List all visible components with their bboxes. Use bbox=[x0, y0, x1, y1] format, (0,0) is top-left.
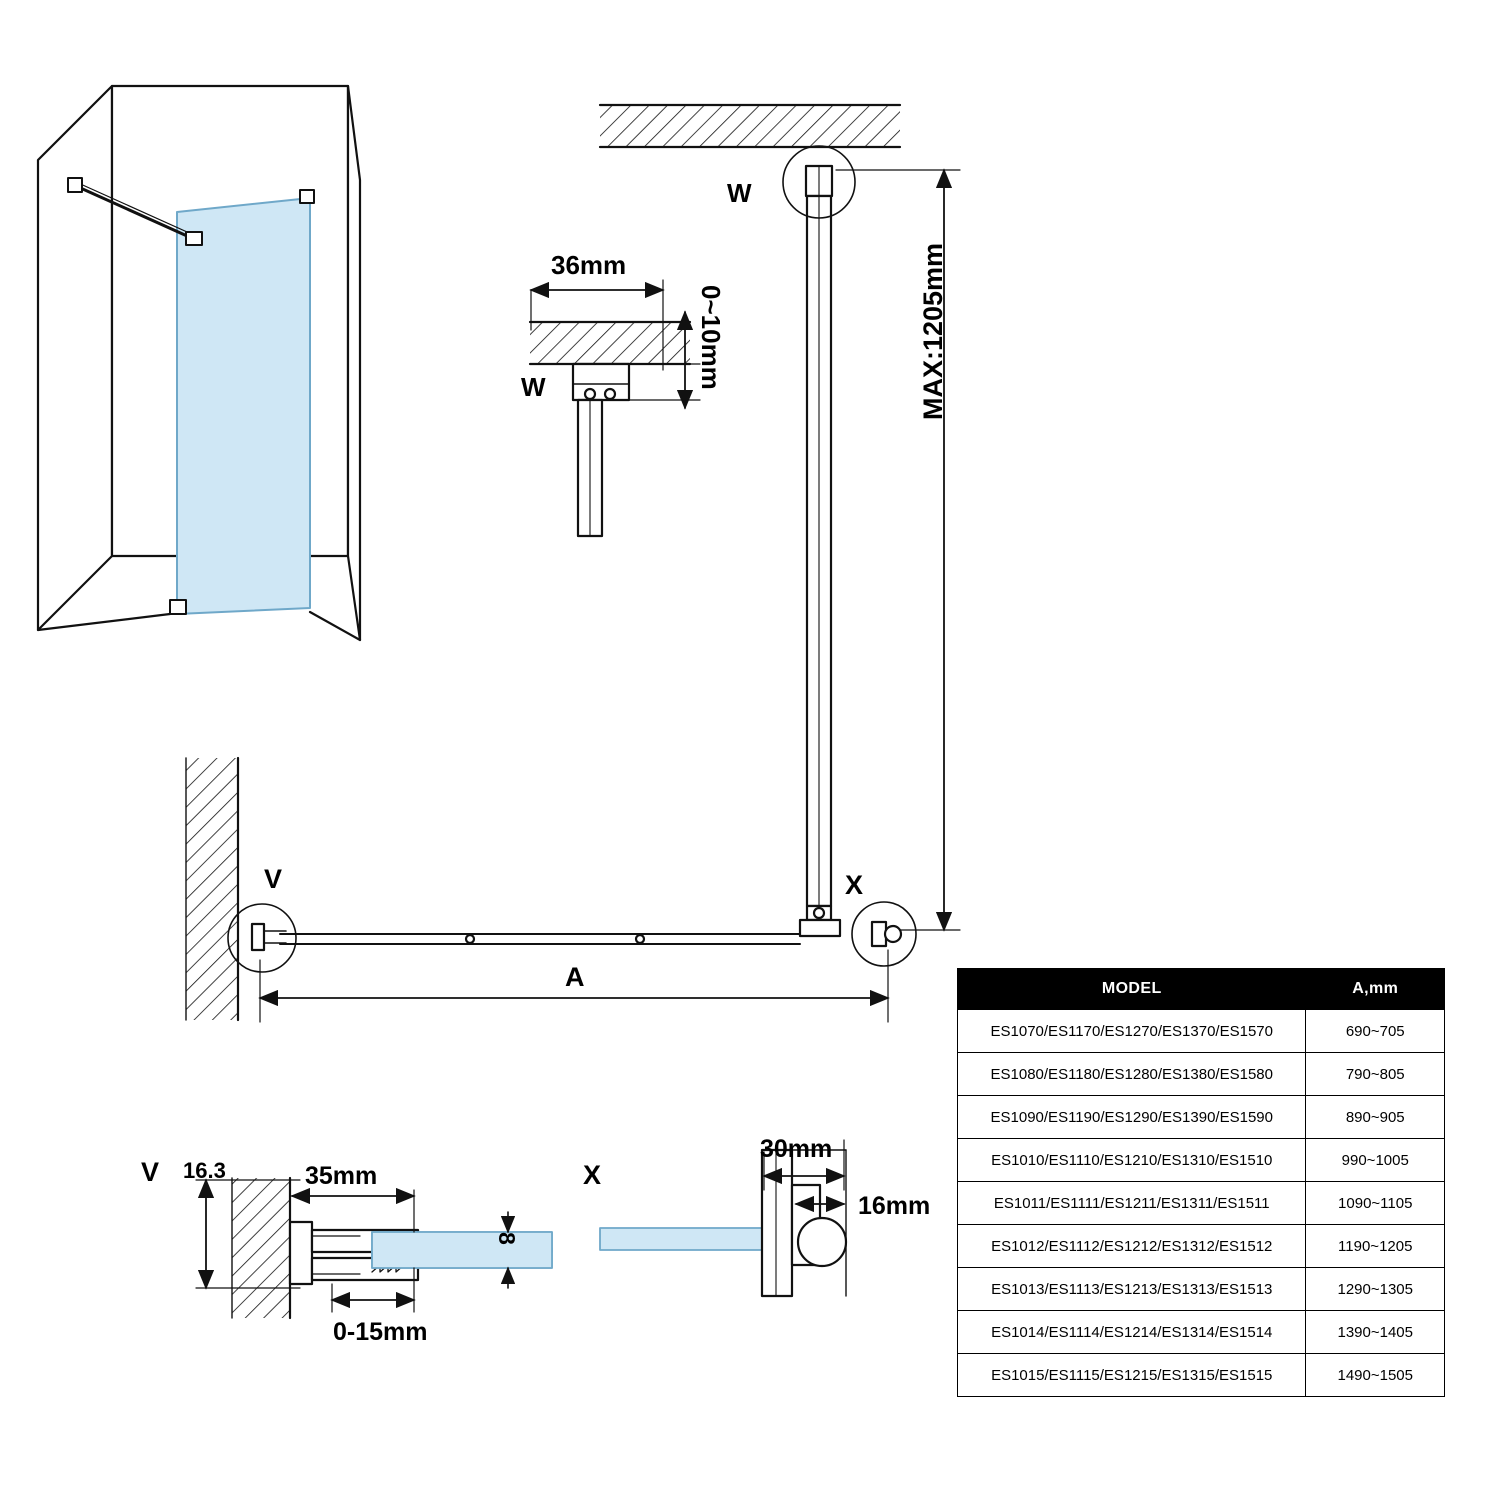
table-row bbox=[958, 1354, 1445, 1397]
elevation-view bbox=[280, 105, 960, 966]
dim-0-15mm-label: 0-15mm bbox=[333, 1318, 428, 1346]
cell-model: ES1013/ES1113/ES1213/ES1313/ES1513 bbox=[958, 1268, 1306, 1311]
callout-v-detail-label: V bbox=[141, 1157, 160, 1187]
dim-0-10mm-label: 0~10mm bbox=[696, 285, 726, 390]
table-row bbox=[958, 1311, 1445, 1354]
cell-a: 790~805 bbox=[1306, 1053, 1445, 1096]
cell-a: 1090~1105 bbox=[1306, 1182, 1445, 1225]
isometric-view bbox=[38, 86, 360, 640]
cell-model: ES1080/ES1180/ES1280/ES1380/ES1580 bbox=[958, 1053, 1306, 1096]
table-row bbox=[958, 1182, 1445, 1225]
dim-35mm-label: 35mm bbox=[305, 1162, 378, 1190]
cell-model: ES1011/ES1111/ES1211/ES1311/ES1511 bbox=[958, 1182, 1306, 1225]
cell-model: ES1012/ES1112/ES1212/ES1312/ES1512 bbox=[958, 1225, 1306, 1268]
detail-w-bracket bbox=[530, 280, 700, 536]
cell-a: 1290~1305 bbox=[1306, 1268, 1445, 1311]
table-header-row bbox=[958, 969, 1445, 1010]
model-spec-table bbox=[957, 968, 1445, 1397]
cell-a: 1190~1205 bbox=[1306, 1225, 1445, 1268]
table-row bbox=[958, 1268, 1445, 1311]
table-row bbox=[958, 1139, 1445, 1182]
cell-a: 1490~1505 bbox=[1306, 1354, 1445, 1397]
callout-w-detail-label: W bbox=[521, 372, 546, 402]
dim-16-3-label: 16.3 bbox=[183, 1158, 226, 1183]
table-row bbox=[958, 1010, 1445, 1053]
dim-36mm-label: 36mm bbox=[551, 250, 627, 280]
cell-a: 690~705 bbox=[1306, 1010, 1445, 1053]
dim-a-label: A bbox=[565, 962, 585, 992]
cell-a: 990~1005 bbox=[1306, 1139, 1445, 1182]
cell-model: ES1070/ES1170/ES1270/ES1370/ES1570 bbox=[958, 1010, 1306, 1053]
cell-model: ES1014/ES1114/ES1214/ES1314/ES1514 bbox=[958, 1311, 1306, 1354]
dim-16mm-label: 16mm bbox=[858, 1192, 931, 1220]
callout-x-plan-label: X bbox=[845, 870, 864, 900]
cell-a: 890~905 bbox=[1306, 1096, 1445, 1139]
cell-a: 1390~1405 bbox=[1306, 1311, 1445, 1354]
column-header-a: A,mm bbox=[1306, 969, 1445, 1010]
table-row bbox=[958, 1096, 1445, 1139]
plan-view bbox=[186, 758, 888, 1022]
table-row bbox=[958, 1225, 1445, 1268]
detail-v-profile bbox=[196, 1178, 552, 1318]
dim-max-height-label: MAX:1205mm bbox=[918, 242, 948, 420]
table-row bbox=[958, 1053, 1445, 1096]
callout-v-plan-label: V bbox=[264, 864, 283, 894]
dim-30mm-label: 30mm bbox=[760, 1135, 833, 1163]
callout-x-detail-label: X bbox=[583, 1160, 602, 1190]
cell-model: ES1090/ES1190/ES1290/ES1390/ES1590 bbox=[958, 1096, 1306, 1139]
callout-w-top-label: W bbox=[727, 178, 752, 208]
cell-model: ES1010/ES1110/ES1210/ES1310/ES1510 bbox=[958, 1139, 1306, 1182]
cell-model: ES1015/ES1115/ES1215/ES1315/ES1515 bbox=[958, 1354, 1306, 1397]
dim-glass-thickness-label: 8 bbox=[494, 1232, 520, 1245]
column-header-model: MODEL bbox=[958, 969, 1306, 1010]
